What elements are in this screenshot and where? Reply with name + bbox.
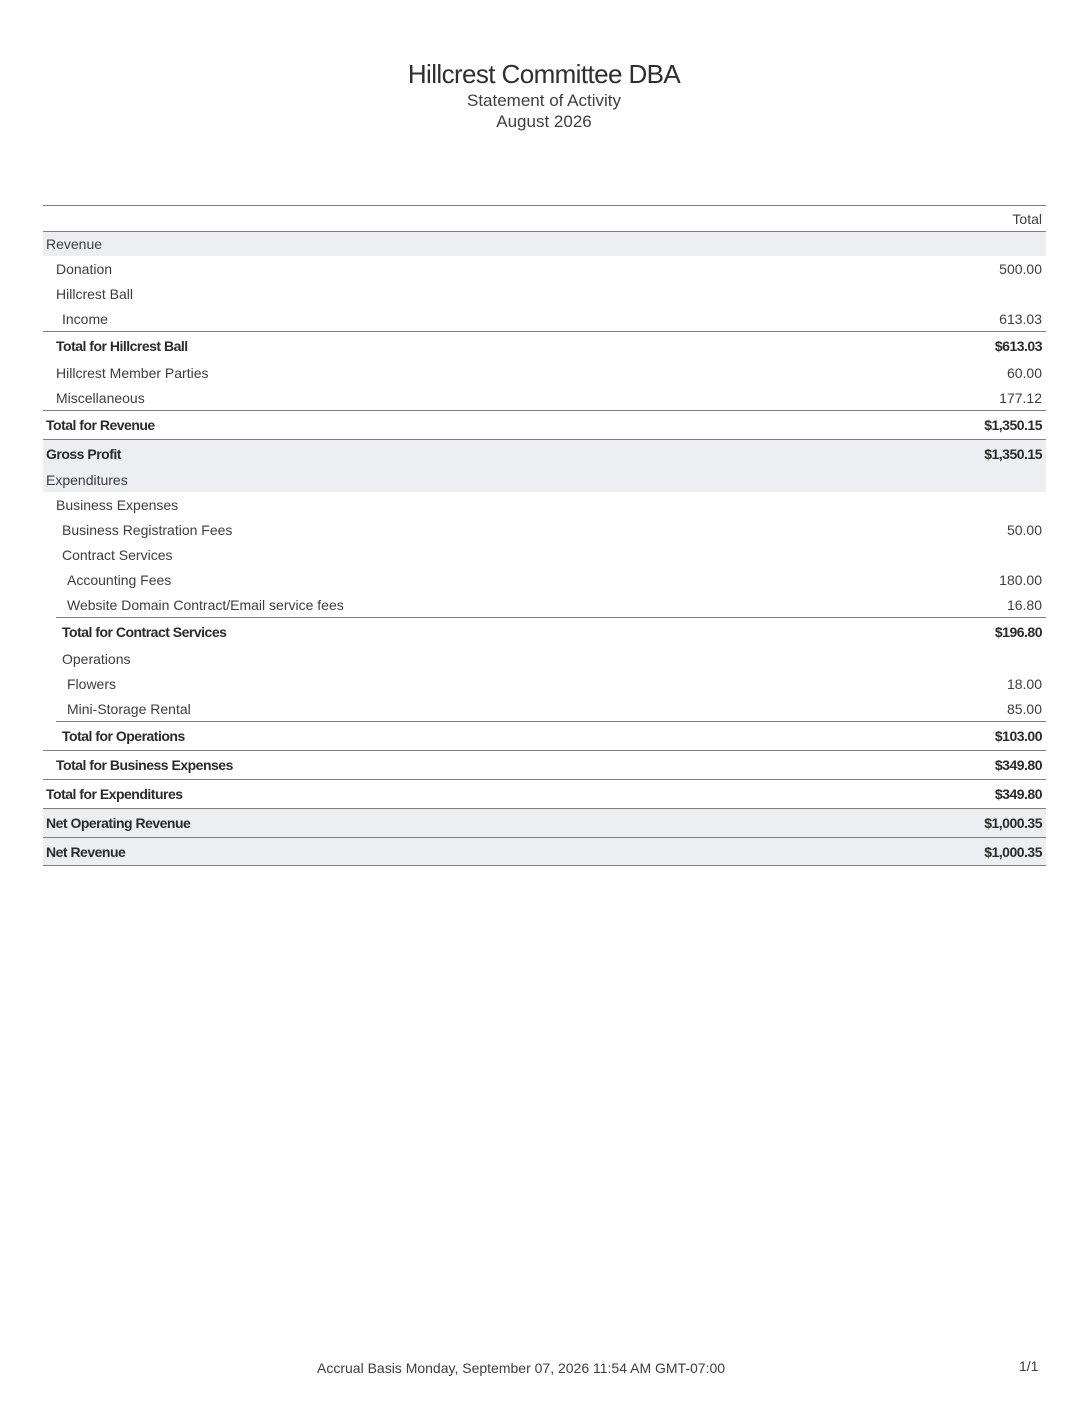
row-label: Total for Operations [62,727,185,744]
column-header-row [43,206,1046,232]
row-label: Contract Services [62,546,173,563]
line-item-row [43,592,1046,617]
row-label: Donation [56,260,113,277]
row-label: Website Domain Contract/Email service fees [67,596,344,613]
row-amount: 500.00 [999,260,1042,277]
row-amount: 16.80 [1006,596,1042,613]
page-number: 1/1 [1019,1358,1039,1374]
total-row [43,808,1046,837]
total-row [43,617,1046,646]
statement-rows [43,232,1046,866]
row-label: Total for Expenditures [46,786,183,802]
row-amount: $1,000.35 [984,843,1042,860]
line-item-row [43,567,1046,592]
section-row [43,468,1046,492]
row-label: Total for Contract Services [62,623,227,640]
row-amount: $196.80 [994,623,1042,640]
row-label: Total for Business Expenses [56,756,233,773]
row-amount: $1,000.35 [984,815,1042,831]
line-item-row [43,542,1046,567]
line-item-row [43,385,1046,410]
row-amount: $1,350.15 [984,417,1042,433]
row-label: Revenue [46,236,103,252]
report-header [0,58,1088,132]
row-label: Gross Profit [46,446,121,462]
row-amount: $349.80 [994,756,1042,773]
row-amount: $613.03 [994,337,1042,354]
line-item-row [43,306,1046,331]
row-label: Income [62,310,108,327]
line-item-row [43,492,1046,517]
total-row [43,721,1046,750]
row-label: Accounting Fees [67,571,172,588]
line-item-row [43,281,1046,306]
total-row [43,410,1046,439]
row-label: Business Registration Fees [62,521,233,538]
row-amount: 613.03 [999,310,1042,327]
report-title: Statement of Activity [466,91,621,110]
row-amount: $103.00 [994,727,1042,744]
footer-basis: Accrual Basis Monday, September 07, 2026 11:54 AM GMT-07:00 [317,1360,726,1376]
row-label: Net Operating Revenue [46,815,191,831]
line-item-row [43,646,1046,671]
section-row [43,232,1046,256]
line-item-row [43,256,1046,281]
row-amount: 180.00 [999,571,1042,588]
total-row [43,439,1046,468]
total-row [43,837,1046,866]
company-name: Hillcrest Committee DBA [407,59,681,89]
statement-table [43,205,1046,866]
row-label: Expenditures [46,472,128,488]
row-label: Operations [62,650,131,667]
total-row [43,779,1046,808]
row-amount: 85.00 [1006,700,1042,717]
line-item-row [43,360,1046,385]
row-amount: 177.12 [999,389,1042,406]
row-label: Total for Revenue [46,417,155,433]
row-amount: 60.00 [1006,364,1042,381]
row-label: Flowers [67,675,117,692]
row-label: Business Expenses [56,496,179,513]
row-label: Hillcrest Ball [56,285,134,302]
row-amount: 50.00 [1006,521,1042,538]
row-label: Net Revenue [46,843,126,860]
row-amount: $1,350.15 [984,446,1042,462]
line-item-row [43,671,1046,696]
report-period: August 2026 [496,112,592,131]
row-label: Miscellaneous [56,389,145,406]
total-row [43,331,1046,360]
row-label: Mini-Storage Rental [67,700,191,717]
row-amount: $349.80 [994,786,1042,802]
row-label: Hillcrest Member Parties [56,364,209,381]
line-item-row [43,696,1046,721]
column-header-total: Total [1012,210,1042,227]
total-row [43,750,1046,779]
row-label: Total for Hillcrest Ball [56,337,188,354]
line-item-row [43,517,1046,542]
row-amount: 18.00 [1006,675,1042,692]
